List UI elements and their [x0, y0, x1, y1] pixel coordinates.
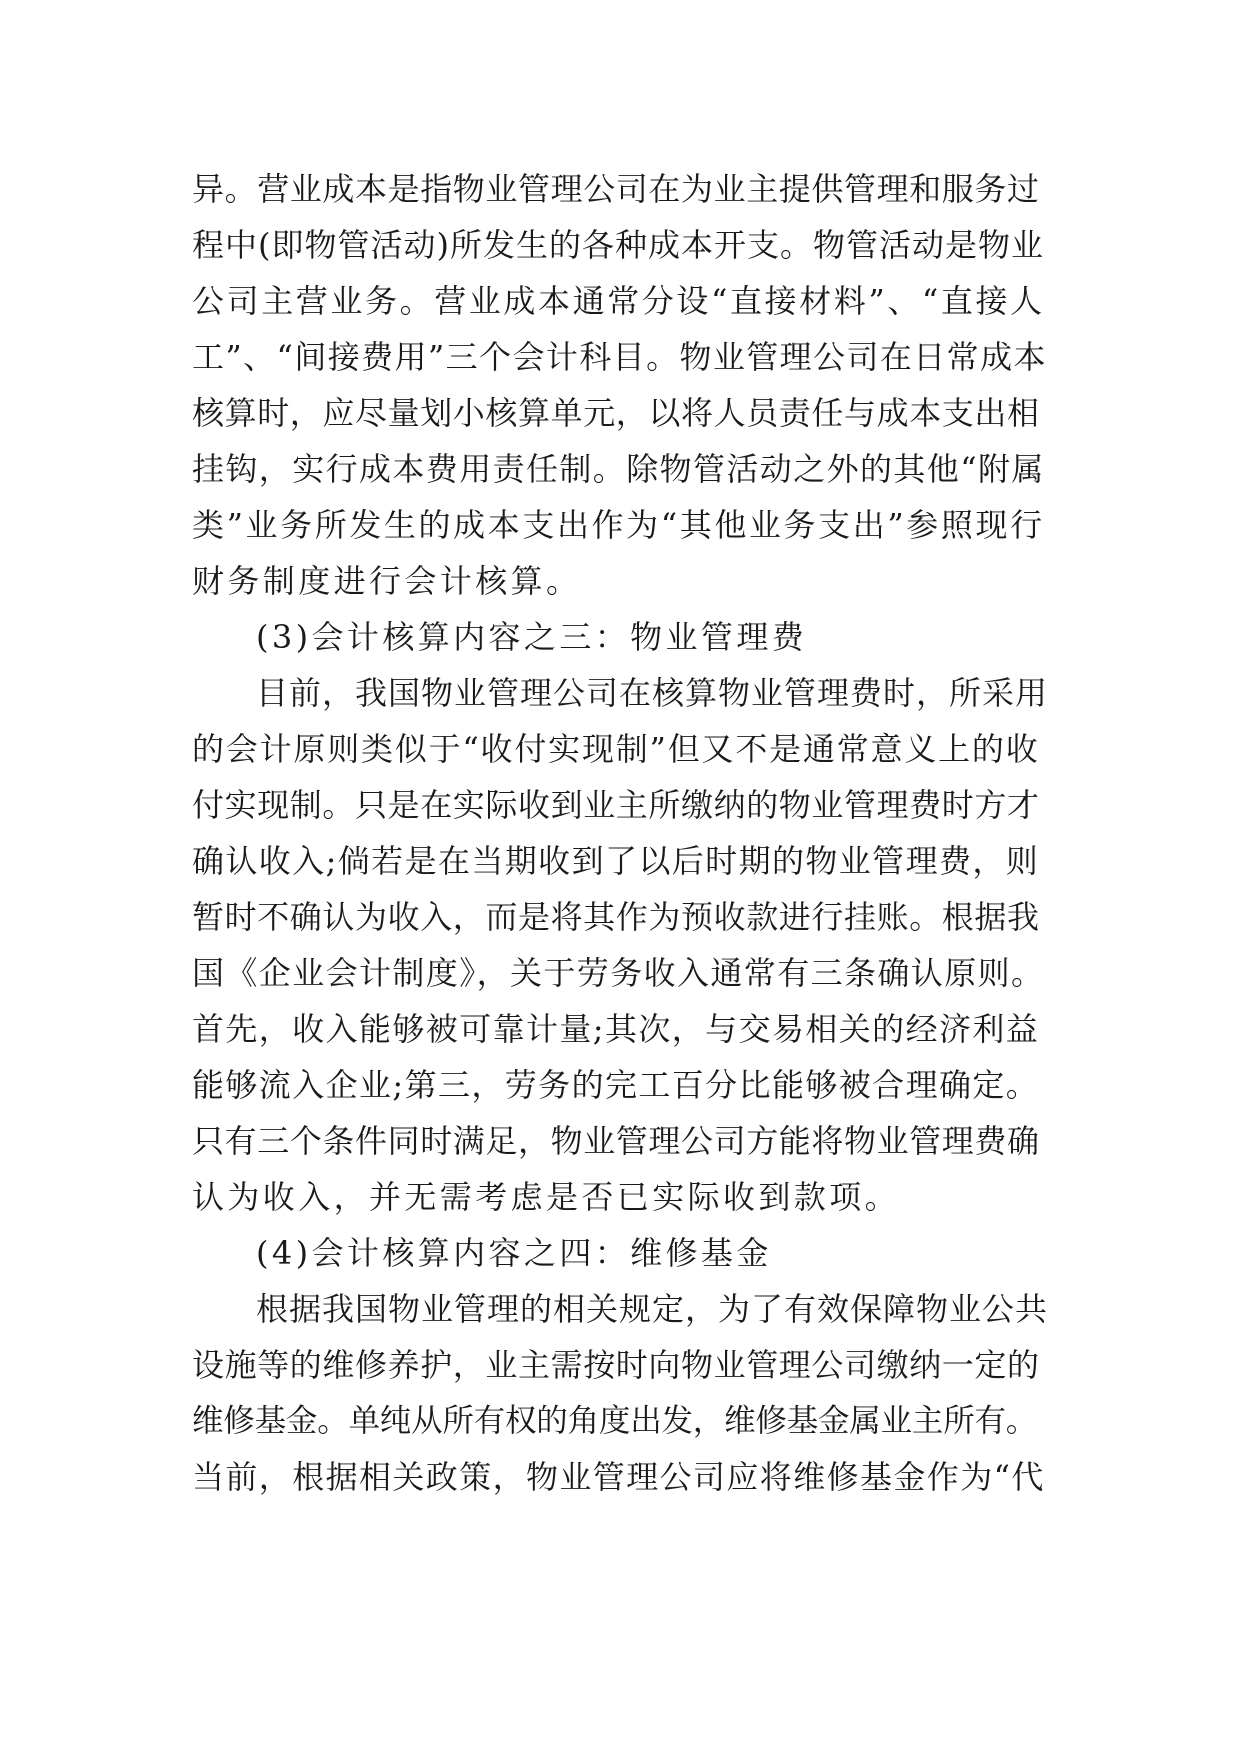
text-line: 首先，收入能够被可靠计量;其次，与交易相关的经济利益 [192, 1010, 1040, 1048]
text-line: 设施等的维修养护，业主需按时向物业管理公司缴纳一定的 [192, 1346, 1040, 1384]
text-line: 确认收入;倘若是在当期收到了以后时期的物业管理费，则 [192, 842, 1040, 880]
text-line: 公司主营业务。营业成本通常分设“直接材料”、“直接人 [192, 282, 1045, 320]
text-line: 付实现制。只是在实际收到业主所缴纳的物业管理费时方才 [192, 786, 1040, 824]
text-line: 程中(即物管活动)所发生的各种成本开支。物管活动是物业 [192, 226, 1044, 264]
paragraph-first-line: 根据我国物业管理的相关规定，为了有效保障物业公共 [256, 1290, 1049, 1328]
text-line: 工”、“间接费用”三个会计科目。物业管理公司在日常成本 [192, 338, 1047, 376]
text-line: 核算时，应尽量划小核算单元，以将人员责任与成本支出相 [192, 394, 1040, 432]
paragraph-first-line: (3)会计核算内容之三：物业管理费 [256, 618, 808, 656]
text-line: 的会计原则类似于“收付实现制”但又不是通常意义上的收 [192, 730, 1040, 768]
text-line: 只有三个条件同时满足，物业管理公司方能将物业管理费确 [192, 1122, 1040, 1160]
text-line: 类”业务所发生的成本支出作为“其他业务支出”参照现行 [192, 506, 1045, 544]
text-line: 异。营业成本是指物业管理公司在为业主提供管理和服务过 [192, 170, 1040, 208]
document-body [192, 161, 1048, 1505]
text-line: 国《企业会计制度》，关于劳务收入通常有三条确认原则。 [192, 954, 1045, 992]
text-line: 维修基金。单纯从所有权的角度出发，维修基金属业主所有。 [192, 1403, 1038, 1439]
text-line: 认为收入，并无需考虑是否已实际收到款项。 [192, 1178, 901, 1216]
text-line: 能够流入企业;第三，劳务的完工百分比能够被合理确定。 [192, 1066, 1040, 1104]
paragraph-first-line: (4)会计核算内容之四：维修基金 [256, 1234, 772, 1272]
text-line: 财务制度进行会计核算。 [192, 562, 582, 600]
text-line: 挂钩，实行成本费用责任制。除物管活动之外的其他“附属 [192, 450, 1045, 488]
text-line: 当前，根据相关政策，物业管理公司应将维修基金作为“代 [192, 1458, 1045, 1496]
text-line: 暂时不确认为收入，而是将其作为预收款进行挂账。根据我 [192, 898, 1040, 936]
paragraph-first-line: 目前，我国物业管理公司在核算物业管理费时，所采用 [256, 674, 1049, 712]
